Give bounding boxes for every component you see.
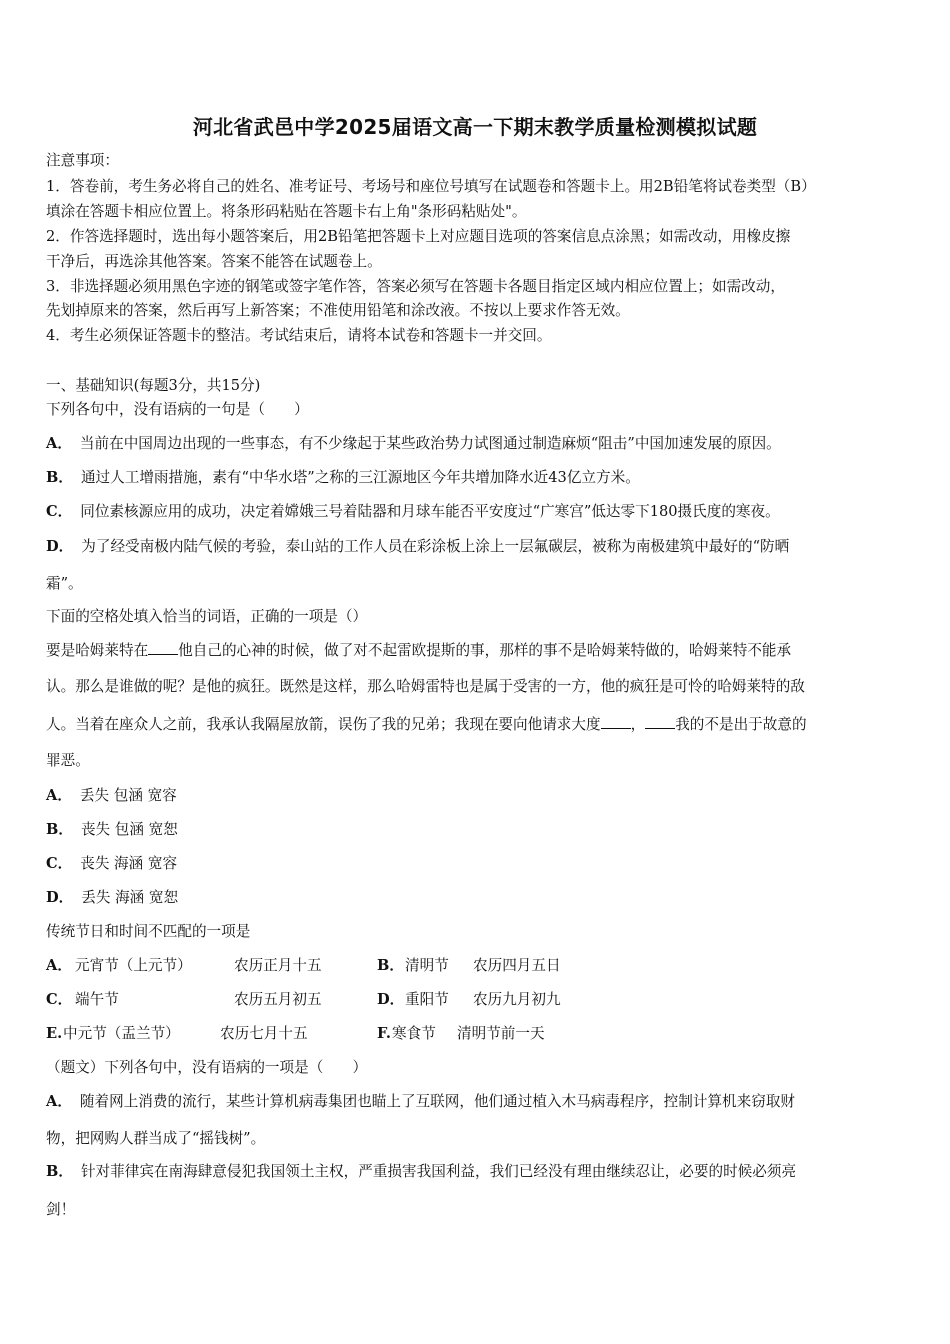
option-c xyxy=(46,854,177,874)
option-text: 随着网上消费的流行，某些计算机病毒集团也瞄上了互联网，他们通过植入木马病毒程序，控制计算机来窃取财 xyxy=(79,1093,796,1110)
notice-line: 填涂在答题卡相应位置上。将条形码粘贴在答题卡右上角"条形码粘贴处"。 xyxy=(46,203,527,220)
option-text: 同位素核源应用的成功，决定着嫦娥三号着陆器和月球车能否平安度过“广寒宫”低达零下180摄氏度的寒夜。 xyxy=(80,503,780,520)
option-text: 为了经受南极内陆气候的考验，泰山站的工作人员在彩涂板上涂上一层氟碳层，被称为南极建筑中最好的“防晒 xyxy=(81,538,790,555)
option-letter: C． xyxy=(46,503,73,520)
option-letter: D． xyxy=(46,538,74,555)
option-a xyxy=(46,1092,795,1112)
festival-letter: F. xyxy=(377,1025,391,1042)
option-text: 通过人工增雨措施，素有“中华水塔”之称的三江源地区今年共增加降水近43亿立方米。 xyxy=(80,469,640,486)
option-text: 丧失 包涵 宽恕 xyxy=(80,821,178,838)
festival-letter: E. xyxy=(46,1025,63,1042)
option-text: 丢失 海涵 宽恕 xyxy=(81,889,179,906)
option-letter: B． xyxy=(46,821,73,838)
option-a xyxy=(46,434,781,454)
notice-line: 3．非选择题必须用黑色字迹的钢笔或签字笔作答，答案必须写在答题卡各题目指定区域内相应位置上；如需改动， xyxy=(46,278,785,295)
notice-line: 1．答卷前，考生务必将自己的姓名、准考证号、考场号和座位号填写在试题卷和答题卡上。用2B铅笔将试卷类型（B） xyxy=(46,178,816,195)
festival-date: 清明节前一天 xyxy=(457,1025,545,1042)
option-b xyxy=(46,1162,796,1182)
question-stem: 传统节日和时间不匹配的一项是 xyxy=(46,923,251,940)
option-letter: B． xyxy=(46,1163,73,1180)
notice-heading: 注意事项： xyxy=(46,152,119,169)
passage-text: 我的不是出于故意的 xyxy=(675,716,807,733)
option-text: 丢失 包涵 宽容 xyxy=(79,787,177,804)
passage-text: 要是哈姆莱特在 xyxy=(46,642,149,659)
festival-letter: B． xyxy=(377,957,404,974)
option-b xyxy=(46,820,178,840)
festival-name: 元宵节（上元节） xyxy=(75,957,192,974)
notice-line: 干净后，再选涂其他答案。答案不能答在试题卷上。 xyxy=(46,253,382,270)
fill-blank xyxy=(645,714,675,729)
festival-name: 寒食节 xyxy=(392,1025,436,1042)
passage-text: 他自己的心神的时候，做了对不起雷欧提斯的事，那样的事不是哈姆莱特做的，哈姆莱特不能承 xyxy=(178,642,792,659)
festival-date: 农历七月十五 xyxy=(220,1025,308,1042)
page-title: 河北省武邑中学2025届语文高一下期末教学质量检测模拟试题 xyxy=(192,115,758,139)
option-letter: C． xyxy=(46,855,73,872)
passage-line: 罪恶。 xyxy=(46,752,90,769)
option-letter: A． xyxy=(46,1093,72,1110)
option-text: 丧失 海涵 宽容 xyxy=(80,855,178,872)
option-letter: D． xyxy=(46,889,74,906)
question-stem: 下列各句中，没有语病的一句是（ ） xyxy=(46,401,309,418)
festival-name: 清明节 xyxy=(405,957,449,974)
option-c xyxy=(46,502,780,522)
festival-name: 中元节（盂兰节） xyxy=(63,1025,180,1042)
option-b xyxy=(46,468,640,488)
option-text: 针对菲律宾在南海肆意侵犯我国领土主权，严重损害我国利益，我们已经没有理由继续忍让，必要的时候必须亮 xyxy=(80,1163,797,1180)
festival-letter: D． xyxy=(377,991,405,1008)
festival-date: 农历四月五日 xyxy=(473,957,561,974)
option-a xyxy=(46,786,177,806)
festival-name: 重阳节 xyxy=(405,991,449,1008)
festival-date: 农历正月十五 xyxy=(234,957,322,974)
option-d xyxy=(46,888,178,908)
option-d xyxy=(46,537,789,557)
festival-date: 农历五月初五 xyxy=(234,991,322,1008)
festival-letter: A． xyxy=(46,957,72,974)
passage-line: 认。那么是谁做的呢？是他的疯狂。既然是这样，那么哈姆雷特也是属于受害的一方，他的疯狂是可怜的哈姆莱特的敌 xyxy=(46,678,805,695)
notice-line: 先划掉原来的答案，然后再写上新答案；不准使用铅笔和涂改液。不按以上要求作答无效。 xyxy=(46,302,630,319)
notice-line: 4．考生必须保证答题卡的整洁。考试结束后，请将本试卷和答题卡一并交回。 xyxy=(46,327,552,344)
passage-text: 人。当着在座众人之前，我承认我隔屋放箭，误伤了我的兄弟；我现在要向他请求大度 xyxy=(46,716,601,733)
festival-letter: C． xyxy=(46,991,73,1008)
festival-date: 农历九月初九 xyxy=(473,991,561,1008)
option-letter: A． xyxy=(46,435,72,452)
option-text: 当前在中国周边出现的一些事态，有不少缘起于某些政治势力试图通过制造麻烦“阻击”中国加速发展的原因。 xyxy=(79,435,781,452)
section-heading: 一、基础知识(每题3分，共15分) xyxy=(46,377,261,394)
option-a-continued: 物，把网购人群当成了“摇钱树”。 xyxy=(46,1130,266,1147)
question-stem: （题文）下列各句中，没有语病的一项是（ ） xyxy=(46,1059,368,1076)
passage-line xyxy=(46,640,791,661)
option-b-continued: 剑！ xyxy=(46,1201,76,1218)
passage-line xyxy=(46,714,807,735)
fill-blank xyxy=(601,714,631,729)
festival-name: 端午节 xyxy=(75,991,119,1008)
notice-line: 2．作答选择题时，选出每小题答案后，用2B铅笔把答题卡上对应题目选项的答案信息点涂黑；如需改动，用橡皮擦 xyxy=(46,228,791,245)
option-d-continued: 霜”。 xyxy=(46,575,83,592)
option-letter: A． xyxy=(46,787,72,804)
option-letter: B． xyxy=(46,469,73,486)
passage-text: ， xyxy=(630,716,646,733)
fill-blank xyxy=(148,640,178,655)
question-stem: 下面的空格处填入恰当的词语，正确的一项是（） xyxy=(46,608,368,625)
